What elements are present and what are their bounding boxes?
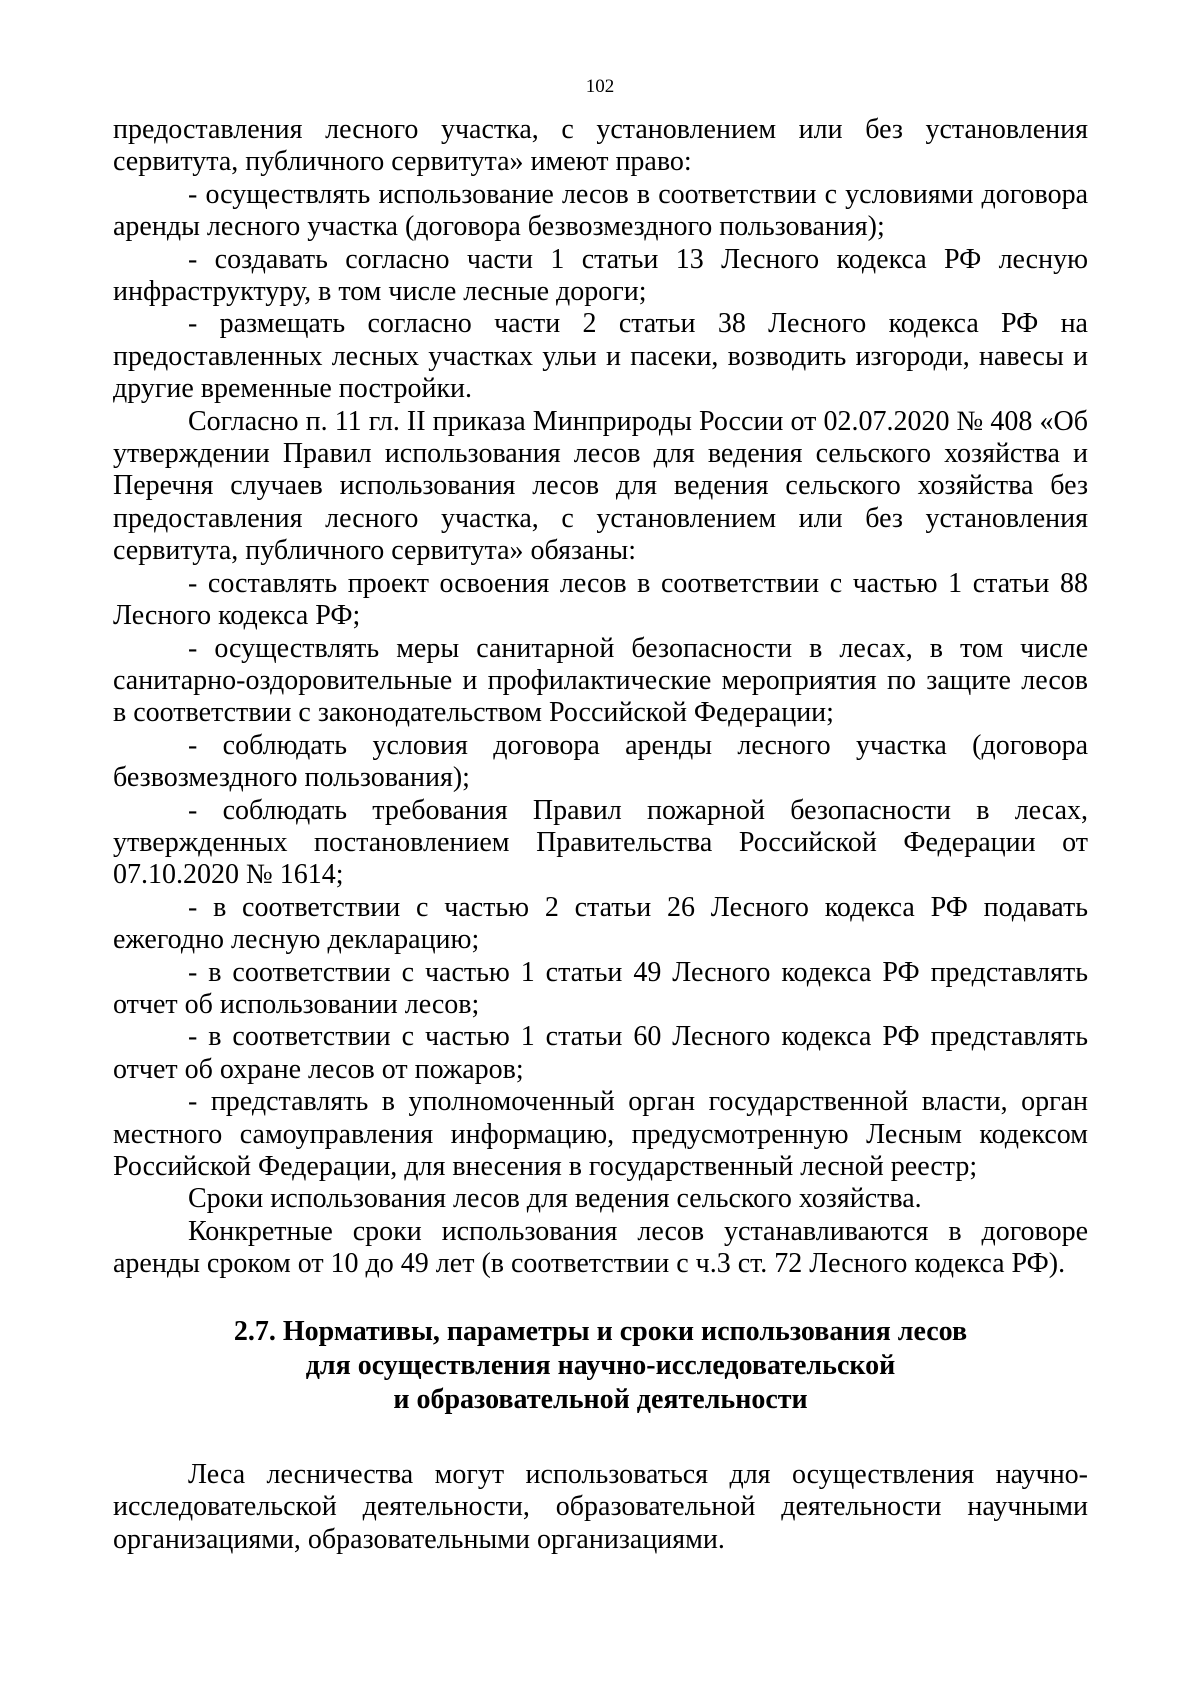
body-text	[113, 114, 1088, 1281]
paragraph: - осуществлять использование лесов в соответствии с условиями договора аренды лесного участка (договора безвозмездного пользования);	[113, 178, 1088, 243]
paragraph: - представлять в уполномоченный орган государственной власти, орган местного самоуправления информацию, предусмотренную Лесным кодексом Российской Федерации, для внесения в государственный лесной реестр;	[113, 1086, 1088, 1182]
paragraph: Согласно п. 11 гл. II приказа Минприроды России от 02.07.2020 № 408 «Об утверждении Правил использования лесов для ведения сельского хозяйства и Перечня случаев использования лесов для ведения сельского хозяйства без предоставления лесного участка, с установлением или без установления сервитута, публичного сервитута» обязаны:	[113, 405, 1088, 567]
paragraph: Сроки использования лесов для ведения сельского хозяйства.	[188, 1183, 922, 1215]
paragraph: - создавать согласно части 1 статьи 13 Лесного кодекса РФ лесную инфраструктуру, в том числе лесные дороги;	[113, 243, 1088, 308]
section-heading	[113, 1315, 1088, 1417]
paragraph: предоставления лесного участка, с установлением или без установления сервитута, публичного сервитута» имеют право:	[113, 114, 1088, 178]
paragraph: - в соответствии с частью 1 статьи 49 Лесного кодекса РФ представлять отчет об использовании лесов;	[113, 956, 1088, 1020]
paragraph: - в соответствии с частью 1 статьи 60 Лесного кодекса РФ представлять отчет об охране лесов от пожаров;	[113, 1021, 1088, 1085]
paragraph: - размещать согласно части 2 статьи 38 Лесного кодекса РФ на предоставленных лесных участках ульи и пасеки, возводить изгороди, навесы и другие временные постройки.	[113, 308, 1088, 405]
section-heading-line: и образовательной деятельности	[393, 1384, 808, 1415]
paragraph: - в соответствии с частью 2 статьи 26 Лесного кодекса РФ подавать ежегодно лесную декларацию;	[113, 891, 1088, 956]
section-heading-line: 2.7. Нормативы, параметры и сроки использования лесов	[233, 1316, 968, 1347]
paragraph: Конкретные сроки использования лесов устанавливаются в договоре аренды сроком от 10 до 49 лет (в соответствии с ч.3 ст. 72 Лесного кодекса РФ).	[113, 1215, 1088, 1280]
paragraph: - осуществлять меры санитарной безопасности в лесах, в том числе санитарно-оздоровительные и профилактические мероприятия по защите лесов в соответствии с законодательством Российской Федерации;	[113, 632, 1088, 729]
paragraph: - соблюдать условия договора аренды лесного участка (договора безвозмездного пользования);	[113, 729, 1088, 794]
paragraph: - составлять проект освоения лесов в соответствии с частью 1 статьи 88 Лесного кодекса РФ;	[113, 567, 1088, 632]
section-body	[113, 1459, 1088, 1556]
section-heading-line: для осуществления научно-исследовательской	[305, 1350, 896, 1381]
paragraph: Леса лесничества могут использоваться для осуществления научно-исследовательской деятельности, образовательной деятельности научными организациями, образовательными организациями.	[113, 1459, 1088, 1555]
page-number: 102	[585, 76, 615, 97]
paragraph: - соблюдать требования Правил пожарной безопасности в лесах, утвержденных постановлением Правительства Российской Федерации от 07.10.2020 № 1614;	[113, 794, 1088, 891]
